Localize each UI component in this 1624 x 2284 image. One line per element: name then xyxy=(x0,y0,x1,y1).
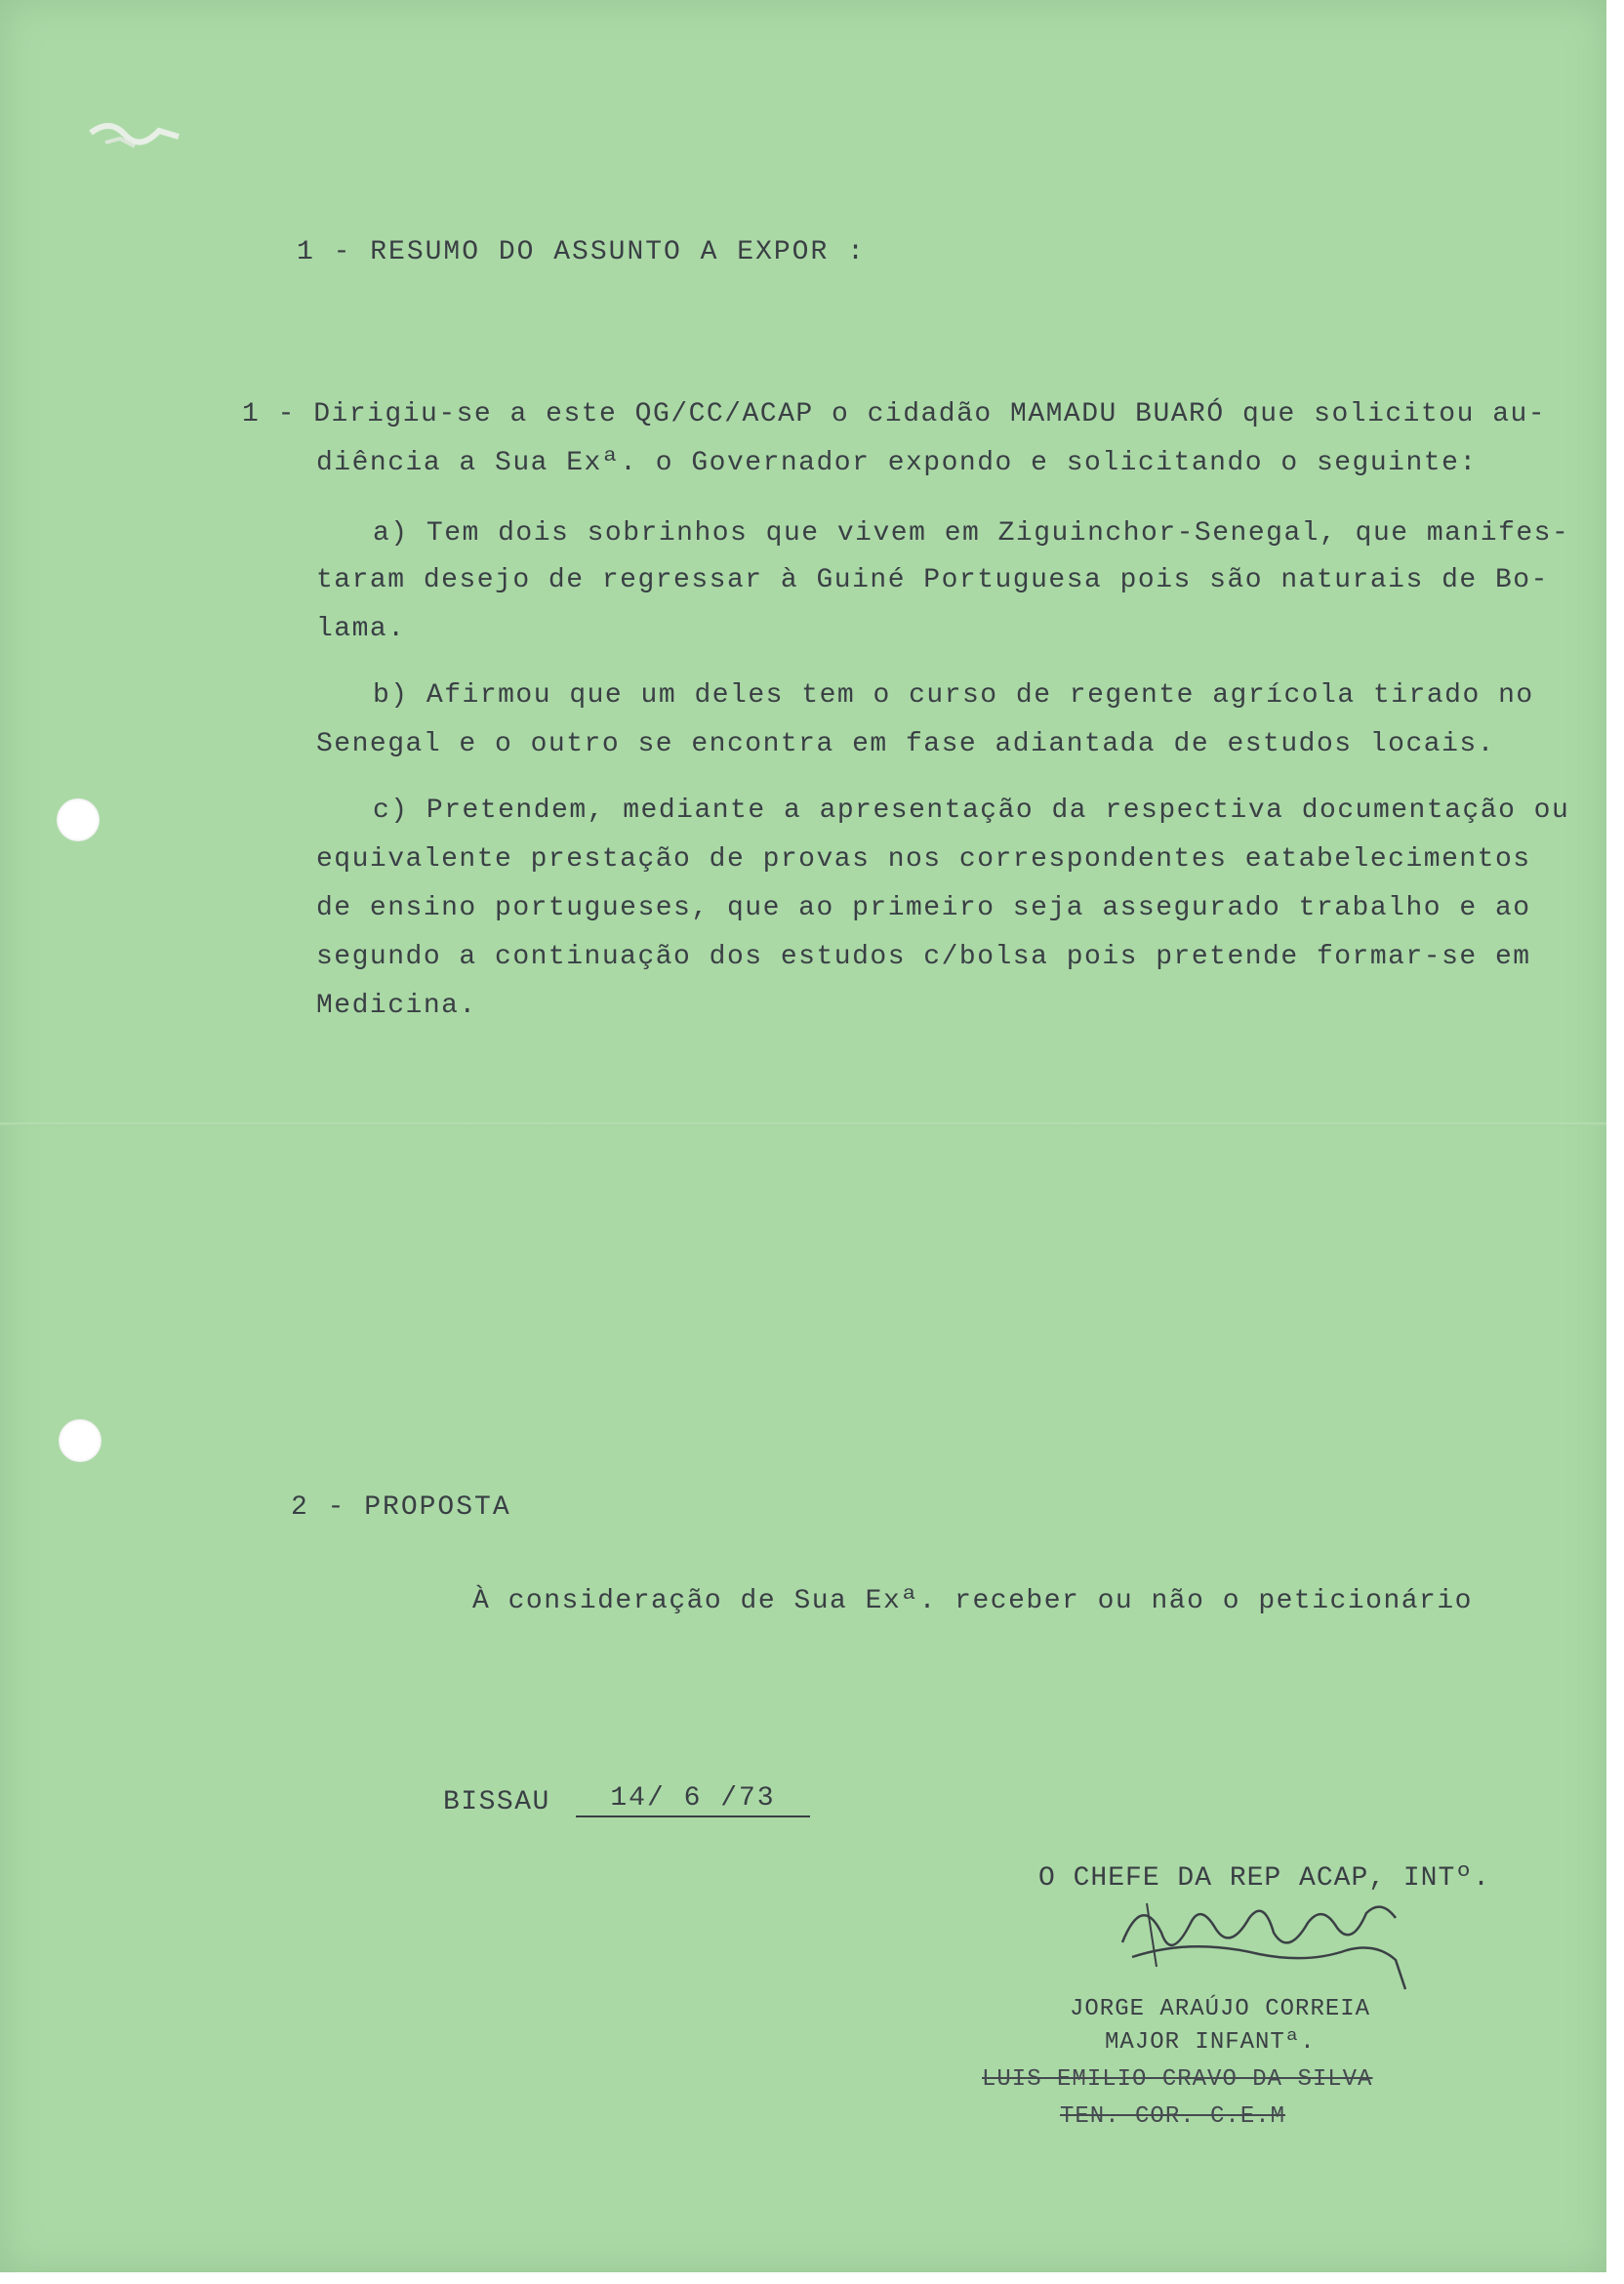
proposal-text: À consideração de Sua Exª. receber ou não o peticionário xyxy=(472,1586,1473,1616)
signatory-title: O CHEFE DA REP ACAP, INTº. xyxy=(1038,1863,1490,1894)
section-1-heading: 1 - RESUMO DO ASSUNTO A EXPOR : xyxy=(297,237,866,267)
struck-rank: TEN. COR. C.E.M xyxy=(1060,2103,1286,2130)
item-c-line: Medicina. xyxy=(316,991,477,1021)
handwritten-signature xyxy=(1103,1874,1435,2001)
item-a-line: taram desejo de regressar à Guiné Portuguesa pois são naturais de Bo- xyxy=(316,565,1549,595)
date-label: BISSAU xyxy=(443,1787,550,1817)
signatory-rank: MAJOR INFANTª. xyxy=(1105,2029,1316,2056)
item-b-line: Senegal e o outro se encontra em fase adiantada de estudos locais. xyxy=(316,729,1495,759)
struck-name: LUIS EMILIO CRAVO DA SILVA xyxy=(982,2066,1373,2093)
section-2-heading: 2 - PROPOSTA xyxy=(291,1492,511,1523)
staple-tear-mark xyxy=(86,113,183,152)
item-c-line: segundo a continuação dos estudos c/bolsa pois pretende formar-se em xyxy=(316,942,1531,972)
signatory-name: JORGE ARAÚJO CORREIA xyxy=(1070,1996,1371,2022)
item-c-line: c) Pretendem, mediante a apresentação da respectiva documentação ou xyxy=(373,795,1570,826)
punch-hole xyxy=(57,798,100,841)
paper-fold xyxy=(0,1122,1606,1126)
punch-hole xyxy=(59,1419,102,1462)
paragraph-1-line: diência a Sua Exª. o Governador expondo e solicitando o seguinte: xyxy=(316,448,1478,478)
paragraph-1-line: 1 - Dirigiu-se a este QG/CC/ACAP o cidadão MAMADU BUARÓ que solicitou au- xyxy=(242,399,1547,429)
item-a-line: a) Tem dois sobrinhos que vivem em Ziguinchor-Senegal, que manifes- xyxy=(373,518,1570,549)
item-c-line: de ensino portugueses, que ao primeiro seja assegurado trabalho e ao xyxy=(316,893,1531,923)
item-a-line: lama. xyxy=(316,614,406,644)
item-c-line: equivalente prestação de provas nos correspondentes eatabelecimentos xyxy=(316,844,1531,875)
item-b-line: b) Afirmou que um deles tem o curso de regente agrícola tirado no xyxy=(373,680,1534,711)
date-value: 14/ 6 /73 xyxy=(576,1782,810,1817)
